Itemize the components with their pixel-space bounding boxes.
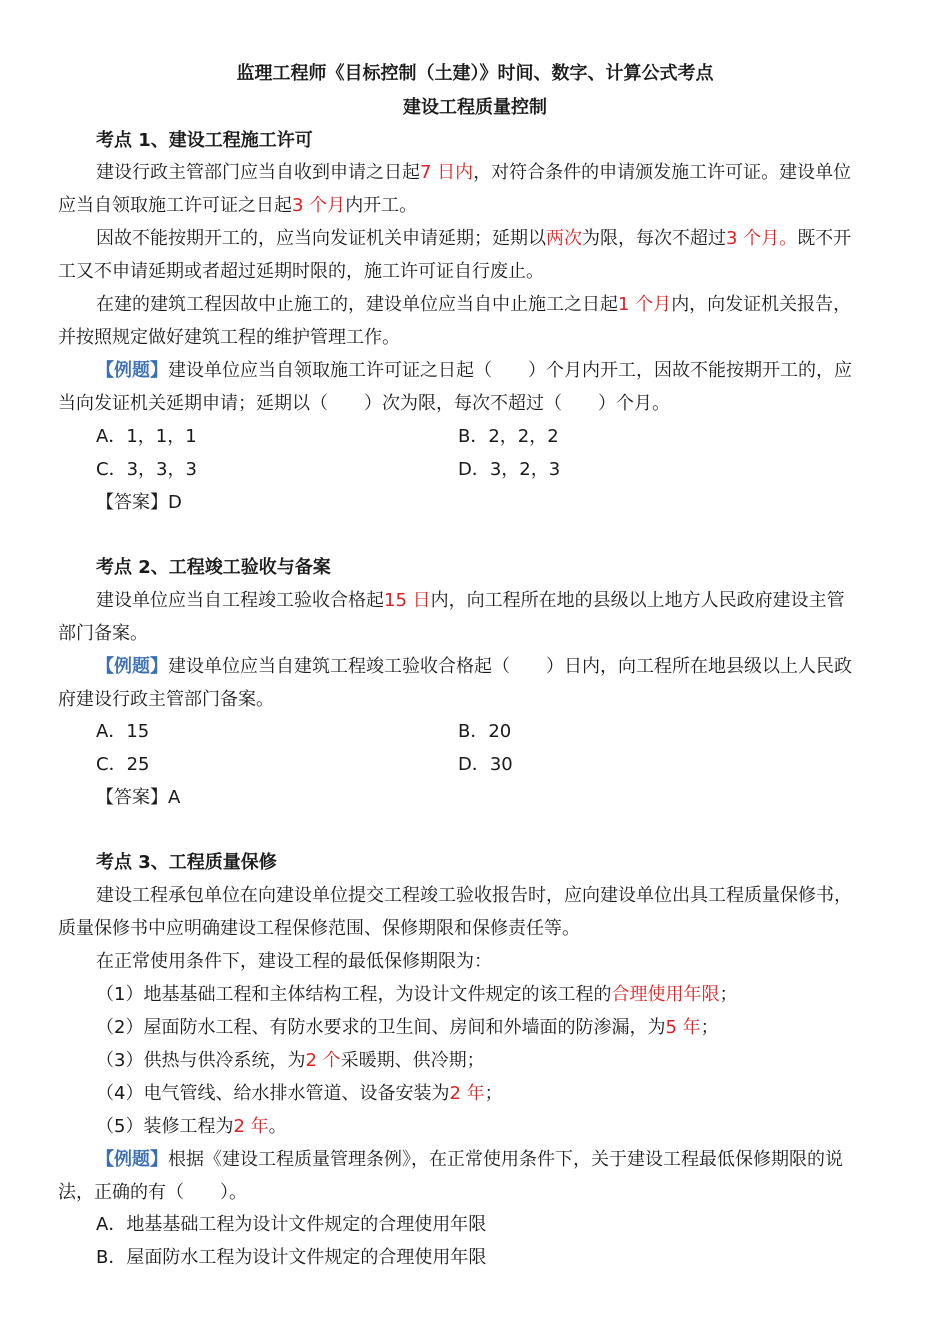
s1-p3-line1: [96, 293, 851, 317]
highlight: 2 个: [305, 1050, 341, 1071]
text: 内，向工程所在地的县级以上地方人民政府建设主管: [430, 590, 845, 611]
highlight: 合理使用年限: [611, 984, 720, 1005]
highlight: 两次: [546, 228, 582, 249]
s3-item-4: [96, 1082, 503, 1106]
text: （3）供热与供冷系统，为: [96, 1050, 306, 1071]
s2-heading: 考点 2、工程竣工验收与备案: [96, 557, 331, 578]
highlight: 5 年: [665, 1017, 701, 1038]
s3-p2: 在正常使用条件下，建设工程的最低保修期限为：: [96, 951, 492, 972]
text: 根据《建设工程质量管理条例》，在正常使用条件下，关于建设工程最低保修期限的说: [168, 1149, 843, 1170]
s3-option-b: B．屋面防水工程为设计文件规定的合理使用年限: [96, 1247, 487, 1268]
s1-p2-line2: 工又不申请延期或者超过延期时限的，施工许可证自行废止。: [58, 261, 544, 282]
s2-answer: 【答案】A: [96, 787, 181, 808]
text: （5）装修工程为: [96, 1116, 234, 1137]
example-label: 【例题】: [96, 360, 168, 381]
s1-option-d: D．3，2，3: [458, 459, 561, 480]
text: 既不开: [797, 228, 852, 249]
text: 建设单位应当自建筑工程竣工验收合格起（ ）日内，向工程所在地县级以上人民政: [168, 656, 852, 677]
s3-example-line1: [96, 1148, 843, 1172]
highlight: 7 日内: [420, 162, 474, 183]
s1-option-c: C．3，3，3: [96, 459, 197, 480]
s2-option-d: D．30: [458, 754, 513, 775]
s2-example-line1: [96, 655, 852, 679]
s3-item-5: [96, 1115, 287, 1139]
highlight: 3 个月: [292, 195, 346, 216]
s2-example-line2: 府建设行政主管部门备案。: [58, 689, 274, 710]
text: 因故不能按期开工的，应当向发证机关申请延期；延期以: [96, 228, 546, 249]
s3-option-a: A．地基基础工程为设计文件规定的合理使用年限: [96, 1214, 487, 1235]
text: ，对符合条件的申请颁发施工许可证。建设单位: [473, 162, 852, 183]
s1-example-line2: 当向发证机关延期申请；延期以（ ）次为限，每次不超过（ ）个月。: [58, 393, 670, 414]
s1-answer: 【答案】D: [96, 492, 182, 513]
s3-p1-line2: 质量保修书中应明确建设工程保修范围、保修期限和保修责任等。: [58, 918, 580, 939]
text: ；: [700, 1017, 719, 1038]
s2-option-b: B．20: [458, 721, 512, 742]
text: ；: [719, 984, 738, 1005]
highlight: 15 日: [384, 590, 431, 611]
s2-p1-line2: 部门备案。: [58, 623, 148, 644]
s1-p1-line2: [58, 194, 417, 218]
document-title: 监理工程师《目标控制（土建）》时间、数字、计算公式考点: [236, 63, 714, 84]
example-label: 【例题】: [96, 656, 168, 677]
s1-p2-line1: [96, 227, 851, 251]
highlight: 2 年: [233, 1116, 269, 1137]
text: 在建的建筑工程因故中止施工的，建设单位应当自中止施工之日起: [96, 294, 618, 315]
s3-heading: 考点 3、工程质量保修: [96, 852, 277, 873]
text: 建设行政主管部门应当自收到申请之日起: [96, 162, 420, 183]
text: 采暖期、供冷期；: [340, 1050, 485, 1071]
example-label: 【例题】: [96, 1149, 168, 1170]
text: 建设单位应当自领取施工许可证之日起（ ）个月内开工，因故不能按期开工的，应: [168, 360, 852, 381]
s1-example-line1: [96, 359, 852, 383]
text: （1）地基基础工程和主体结构工程，为设计文件规定的该工程的: [96, 984, 612, 1005]
highlight: 2 年: [449, 1083, 485, 1104]
s1-p3-line2: 并按照规定做好建筑工程的维护管理工作。: [58, 327, 400, 348]
s2-option-c: C．25: [96, 754, 150, 775]
highlight: 3 个月。: [726, 228, 798, 249]
s1-option-a: A．1，1，1: [96, 426, 197, 447]
highlight: 1 个月: [618, 294, 672, 315]
section-title: 建设工程质量控制: [403, 97, 547, 118]
text: （4）电气管线、给水排水管道、设备安装为: [96, 1083, 450, 1104]
text: 应当自领取施工许可证之日起: [58, 195, 292, 216]
text: 内，向发证机关报告，: [671, 294, 852, 315]
text: 建设单位应当自工程竣工验收合格起: [96, 590, 384, 611]
s1-heading: 考点 1、建设工程施工许可: [96, 130, 313, 151]
s3-p1-line1: 建设工程承包单位在向建设单位提交工程竣工验收报告时，应向建设单位出具工程质量保修书，: [96, 885, 852, 906]
text: 为限，每次不超过: [582, 228, 726, 249]
text: ；: [484, 1083, 503, 1104]
text: 。: [268, 1116, 287, 1137]
s1-p1-line1: [96, 161, 851, 185]
s3-item-1: [96, 983, 737, 1007]
s3-example-line2: 法，正确的有（ ）。: [58, 1182, 247, 1203]
s3-item-3: [96, 1049, 485, 1073]
s2-option-a: A．15: [96, 721, 150, 742]
s2-p1-line1: [96, 589, 845, 613]
text: 内开工。: [345, 195, 418, 216]
s3-item-2: [96, 1016, 719, 1040]
s1-option-b: B．2，2，2: [458, 426, 559, 447]
text: （2）屋面防水工程、有防水要求的卫生间、房间和外墙面的防渗漏，为: [96, 1017, 666, 1038]
